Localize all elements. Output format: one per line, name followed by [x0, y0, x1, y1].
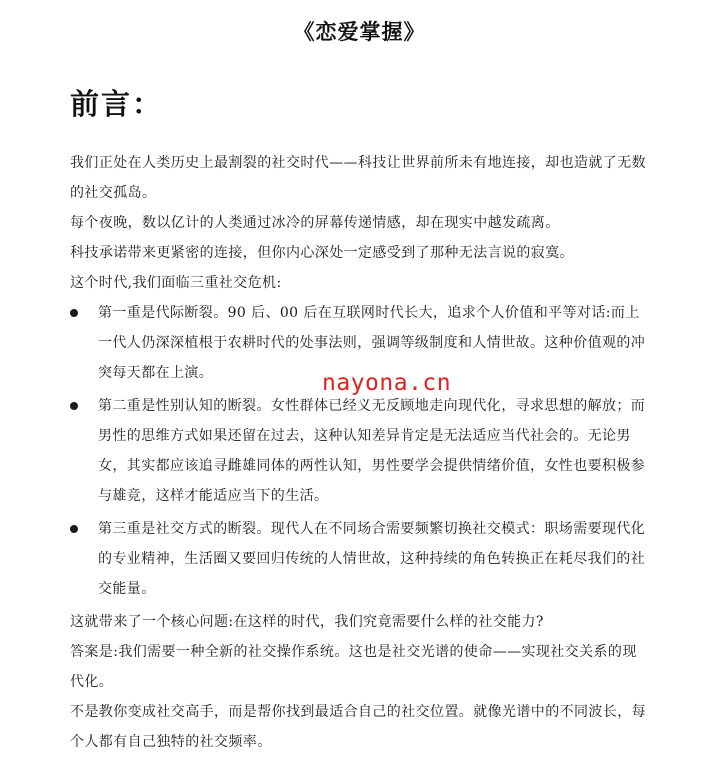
list-item-text: 第二重是性别认知的断裂。女性群体已经义无反顾地走向现代化，寻求思想的解放；而男性的思维方式如果还留在过去，这种认知差异肯定是无法适应当代社会的。无论男女，其实都应该追寻雌雄同体的两性认知，男性要学会提供情绪价值，女性也要积极参与雄竞，这样才能适应当下的生活。: [98, 398, 646, 504]
paragraph: 这就带来了一个核心问题:在这样的时代，我们究竟需要什么样的社交能力?: [70, 614, 544, 630]
list-item-text: 第一重是代际断裂。90 后、00 后在互联网时代长大，追求个人价值和平等对话:而上一代人仍深深植根于农耕时代的处事法则，强调等级制度和人情世故。这种价值观的冲突每天都在上演。: [98, 305, 646, 381]
crisis-list: [70, 298, 650, 604]
paragraph: 我们正处在人类历史上最割裂的社交时代——科技让世界前所未有地连接，却也造就了无数的社交孤岛。: [70, 155, 646, 201]
paragraph: 这个时代,我们面临三重社交危机:: [70, 275, 282, 291]
bullet-icon: [70, 309, 78, 317]
bullet-icon: [70, 525, 78, 533]
document-body: [70, 148, 650, 757]
document-title: 《恋爱掌握》: [293, 20, 426, 44]
paragraph: 答案是:我们需要一种全新的社交操作系统。这也是社交光谱的使命——实现社交关系的现代化。: [70, 644, 637, 690]
paragraph: 每个夜晚，数以亿计的人类通过冰冷的屏幕传递情感，却在现实中越发疏离。: [70, 215, 560, 231]
list-item-text: 第三重是社交方式的断裂。现代人在不同场合需要频繁切换社交模式：职场需要现代化的专业精神，生活圈又要回归传统的人情世故，这种持续的角色转换正在耗尽我们的社交能量。: [98, 521, 646, 597]
paragraph: 科技承诺带来更紧密的连接，但你内心深处一定感受到了那种无法言说的寂寞。: [70, 245, 574, 261]
section-heading: 前言：: [70, 87, 164, 121]
list-item: [70, 514, 650, 604]
bullet-icon: [70, 402, 78, 410]
watermark-text: nayona.cn: [322, 370, 452, 396]
list-item: [70, 391, 650, 511]
paragraph: 不是教你变成社交高手，而是帮你找到最适合自己的社交位置。就像光谱中的不同波长，每个人都有自己独特的社交频率。: [70, 704, 646, 750]
